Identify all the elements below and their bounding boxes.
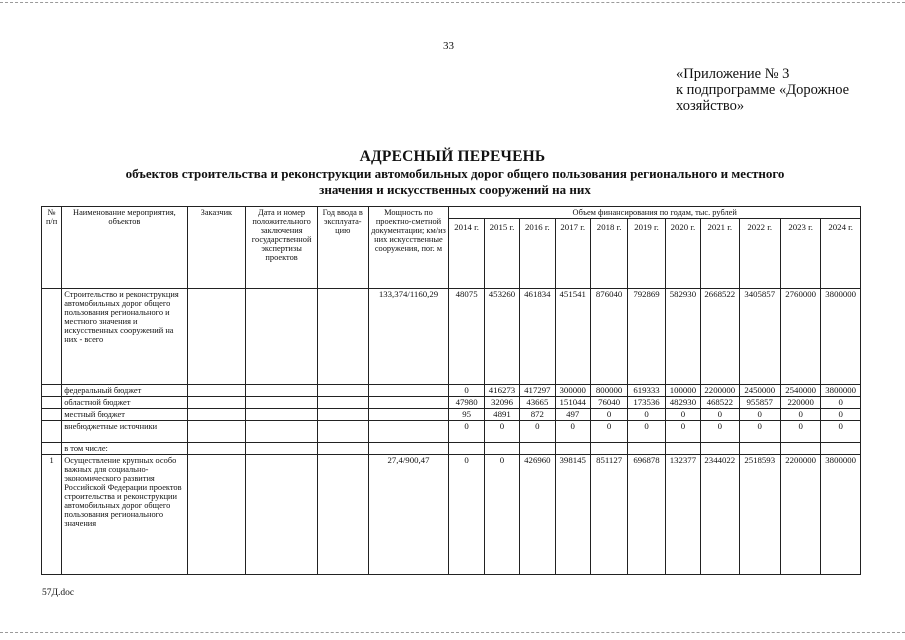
subtitle-line-2: значения и искусственных сооружений на них [319, 182, 591, 197]
cell-value [739, 443, 780, 455]
cell-customer [187, 443, 246, 455]
header-num: № п/п [42, 207, 62, 289]
cell-conclusion [246, 397, 318, 409]
year-header: 2019 г. [628, 219, 665, 289]
cell-value: 792869 [628, 289, 665, 385]
year-header: 2022 г. [739, 219, 780, 289]
cell-name: федеральный бюджет [62, 385, 187, 397]
cell-value: 696878 [628, 455, 665, 575]
cell-value: 0 [739, 421, 780, 443]
cell-value: 2518593 [739, 455, 780, 575]
year-header: 2024 г. [821, 219, 861, 289]
cell-value: 468522 [701, 397, 739, 409]
cell-commissioning [317, 455, 368, 575]
document-title: АДРЕСНЫЙ ПЕРЕЧЕНЬ [359, 148, 546, 165]
table-row-regional [42, 397, 861, 409]
cell-commissioning [317, 385, 368, 397]
cell-value: 48075 [449, 289, 484, 385]
cell-num [42, 409, 62, 421]
cell-value: 2668522 [701, 289, 739, 385]
cell-customer [187, 409, 246, 421]
cell-value: 2344022 [701, 455, 739, 575]
appendix-line-1: «Приложение № 3 [676, 66, 790, 82]
scan-bottom-edge [0, 632, 905, 633]
cell-value: 416273 [484, 385, 519, 397]
year-header: 2021 г. [701, 219, 739, 289]
cell-name: областной бюджет [62, 397, 187, 409]
address-list-table [41, 206, 861, 575]
cell-value: 955857 [739, 397, 780, 409]
cell-value: 0 [821, 409, 861, 421]
subtitle-line-1: объектов строительства и реконструкции автомобильных дорог общего пользования регионального и местного [125, 166, 785, 181]
cell-capacity: 133,374/1160,29 [368, 289, 449, 385]
cell-value: 2450000 [739, 385, 780, 397]
cell-value: 132377 [665, 455, 700, 575]
cell-value: 0 [449, 455, 484, 575]
cell-value [555, 443, 590, 455]
cell-value: 582930 [665, 289, 700, 385]
cell-value: 0 [590, 409, 627, 421]
cell-num [42, 397, 62, 409]
table-row-total [42, 289, 861, 385]
cell-value: 3405857 [739, 289, 780, 385]
table-row-item-1 [42, 455, 861, 575]
cell-name: местный бюджет [62, 409, 187, 421]
cell-value [665, 443, 700, 455]
cell-capacity [368, 409, 449, 421]
cell-value: 0 [739, 409, 780, 421]
cell-value [449, 443, 484, 455]
cell-value: 32096 [484, 397, 519, 409]
cell-value [821, 443, 861, 455]
header-financing: Объем финансирования по годам, тыс. рублей [449, 207, 861, 219]
cell-value: 300000 [555, 385, 590, 397]
header-conclusion: Дата и номер положительного заключения государственной экспертизы проектов [246, 207, 318, 289]
cell-value: 2760000 [780, 289, 820, 385]
cell-name: в том числе: [62, 443, 187, 455]
table-row-including [42, 443, 861, 455]
cell-value: 0 [780, 409, 820, 421]
table-header-row [42, 207, 861, 219]
cell-value: 0 [628, 421, 665, 443]
year-header: 2014 г. [449, 219, 484, 289]
cell-num [42, 289, 62, 385]
cell-value [628, 443, 665, 455]
cell-name: Строительство и реконструкция автомобильных дорог общего пользования регионального и местного значения и искусственных сооружений на них - всего [62, 289, 187, 385]
header-name: Наименование мероприятия, объектов [62, 207, 187, 289]
cell-value: 876040 [590, 289, 627, 385]
cell-value: 461834 [520, 289, 555, 385]
cell-num [42, 421, 62, 443]
file-name-footer: 57Д.doc [42, 588, 75, 598]
cell-value: 482930 [665, 397, 700, 409]
cell-value: 173536 [628, 397, 665, 409]
cell-value [520, 443, 555, 455]
cell-value [701, 443, 739, 455]
cell-conclusion [246, 421, 318, 443]
cell-value: 0 [449, 385, 484, 397]
cell-value: 851127 [590, 455, 627, 575]
cell-customer [187, 289, 246, 385]
cell-conclusion [246, 385, 318, 397]
cell-commissioning [317, 409, 368, 421]
cell-value: 151044 [555, 397, 590, 409]
cell-value: 43665 [520, 397, 555, 409]
cell-value: 0 [821, 397, 861, 409]
cell-value: 0 [780, 421, 820, 443]
cell-value [484, 443, 519, 455]
cell-name: Осуществление крупных особо важных для социально-экономического развития Российской Федерации проектов строительства и реконструкции автомобильных дорог общего пользования регионального значения [62, 455, 187, 575]
year-header: 2018 г. [590, 219, 627, 289]
year-header: 2015 г. [484, 219, 519, 289]
cell-commissioning [317, 289, 368, 385]
cell-value: 0 [701, 409, 739, 421]
cell-value: 453260 [484, 289, 519, 385]
appendix-note [676, 66, 849, 114]
scan-top-edge [0, 2, 905, 3]
cell-value: 0 [665, 421, 700, 443]
cell-value: 3800000 [821, 289, 861, 385]
header-customer: Заказчик [187, 207, 246, 289]
cell-conclusion [246, 409, 318, 421]
year-header: 2017 г. [555, 219, 590, 289]
appendix-line-2: к подпрограмме «Дорожное [676, 82, 850, 98]
cell-value [590, 443, 627, 455]
table-row-extrabudget [42, 421, 861, 443]
cell-value: 3800000 [821, 455, 861, 575]
cell-value: 2200000 [780, 455, 820, 575]
cell-value: 47980 [449, 397, 484, 409]
appendix-line-3: хозяйство» [676, 98, 745, 114]
cell-value: 76040 [590, 397, 627, 409]
cell-conclusion [246, 443, 318, 455]
year-header: 2020 г. [665, 219, 700, 289]
cell-capacity [368, 397, 449, 409]
cell-value: 619333 [628, 385, 665, 397]
cell-value: 398145 [555, 455, 590, 575]
cell-value: 417297 [520, 385, 555, 397]
cell-value: 800000 [590, 385, 627, 397]
cell-value: 872 [520, 409, 555, 421]
cell-value: 95 [449, 409, 484, 421]
cell-commissioning [317, 397, 368, 409]
cell-value: 0 [665, 409, 700, 421]
cell-customer [187, 455, 246, 575]
cell-value: 497 [555, 409, 590, 421]
cell-customer [187, 421, 246, 443]
cell-num [42, 443, 62, 455]
cell-name: внебюджетные источники [62, 421, 187, 443]
document-subtitle [40, 166, 870, 198]
cell-value: 0 [555, 421, 590, 443]
table-row-federal [42, 385, 861, 397]
cell-value: 3800000 [821, 385, 861, 397]
cell-num [42, 385, 62, 397]
cell-capacity [368, 421, 449, 443]
cell-value: 2200000 [701, 385, 739, 397]
cell-commissioning [317, 421, 368, 443]
year-header: 2016 г. [520, 219, 555, 289]
cell-value: 0 [520, 421, 555, 443]
header-capacity: Мощность по проектно-сметной документации; км/из них искусственные сооружения, пог. м [368, 207, 449, 289]
cell-value: 0 [701, 421, 739, 443]
cell-value: 100000 [665, 385, 700, 397]
year-header: 2023 г. [780, 219, 820, 289]
cell-conclusion [246, 455, 318, 575]
cell-capacity: 27,4/900,47 [368, 455, 449, 575]
cell-value: 0 [821, 421, 861, 443]
cell-capacity [368, 443, 449, 455]
cell-value: 0 [484, 455, 519, 575]
cell-num: 1 [42, 455, 62, 575]
header-commissioning: Год ввода в эксплуата-цию [317, 207, 368, 289]
cell-customer [187, 385, 246, 397]
cell-customer [187, 397, 246, 409]
cell-value: 2540000 [780, 385, 820, 397]
cell-conclusion [246, 289, 318, 385]
cell-capacity [368, 385, 449, 397]
cell-value: 0 [628, 409, 665, 421]
page-number: 33 [443, 40, 454, 52]
cell-value [780, 443, 820, 455]
cell-value: 426960 [520, 455, 555, 575]
cell-commissioning [317, 443, 368, 455]
table-row-local [42, 409, 861, 421]
cell-value: 0 [484, 421, 519, 443]
cell-value: 4891 [484, 409, 519, 421]
cell-value: 0 [449, 421, 484, 443]
cell-value: 0 [590, 421, 627, 443]
cell-value: 220000 [780, 397, 820, 409]
cell-value: 451541 [555, 289, 590, 385]
